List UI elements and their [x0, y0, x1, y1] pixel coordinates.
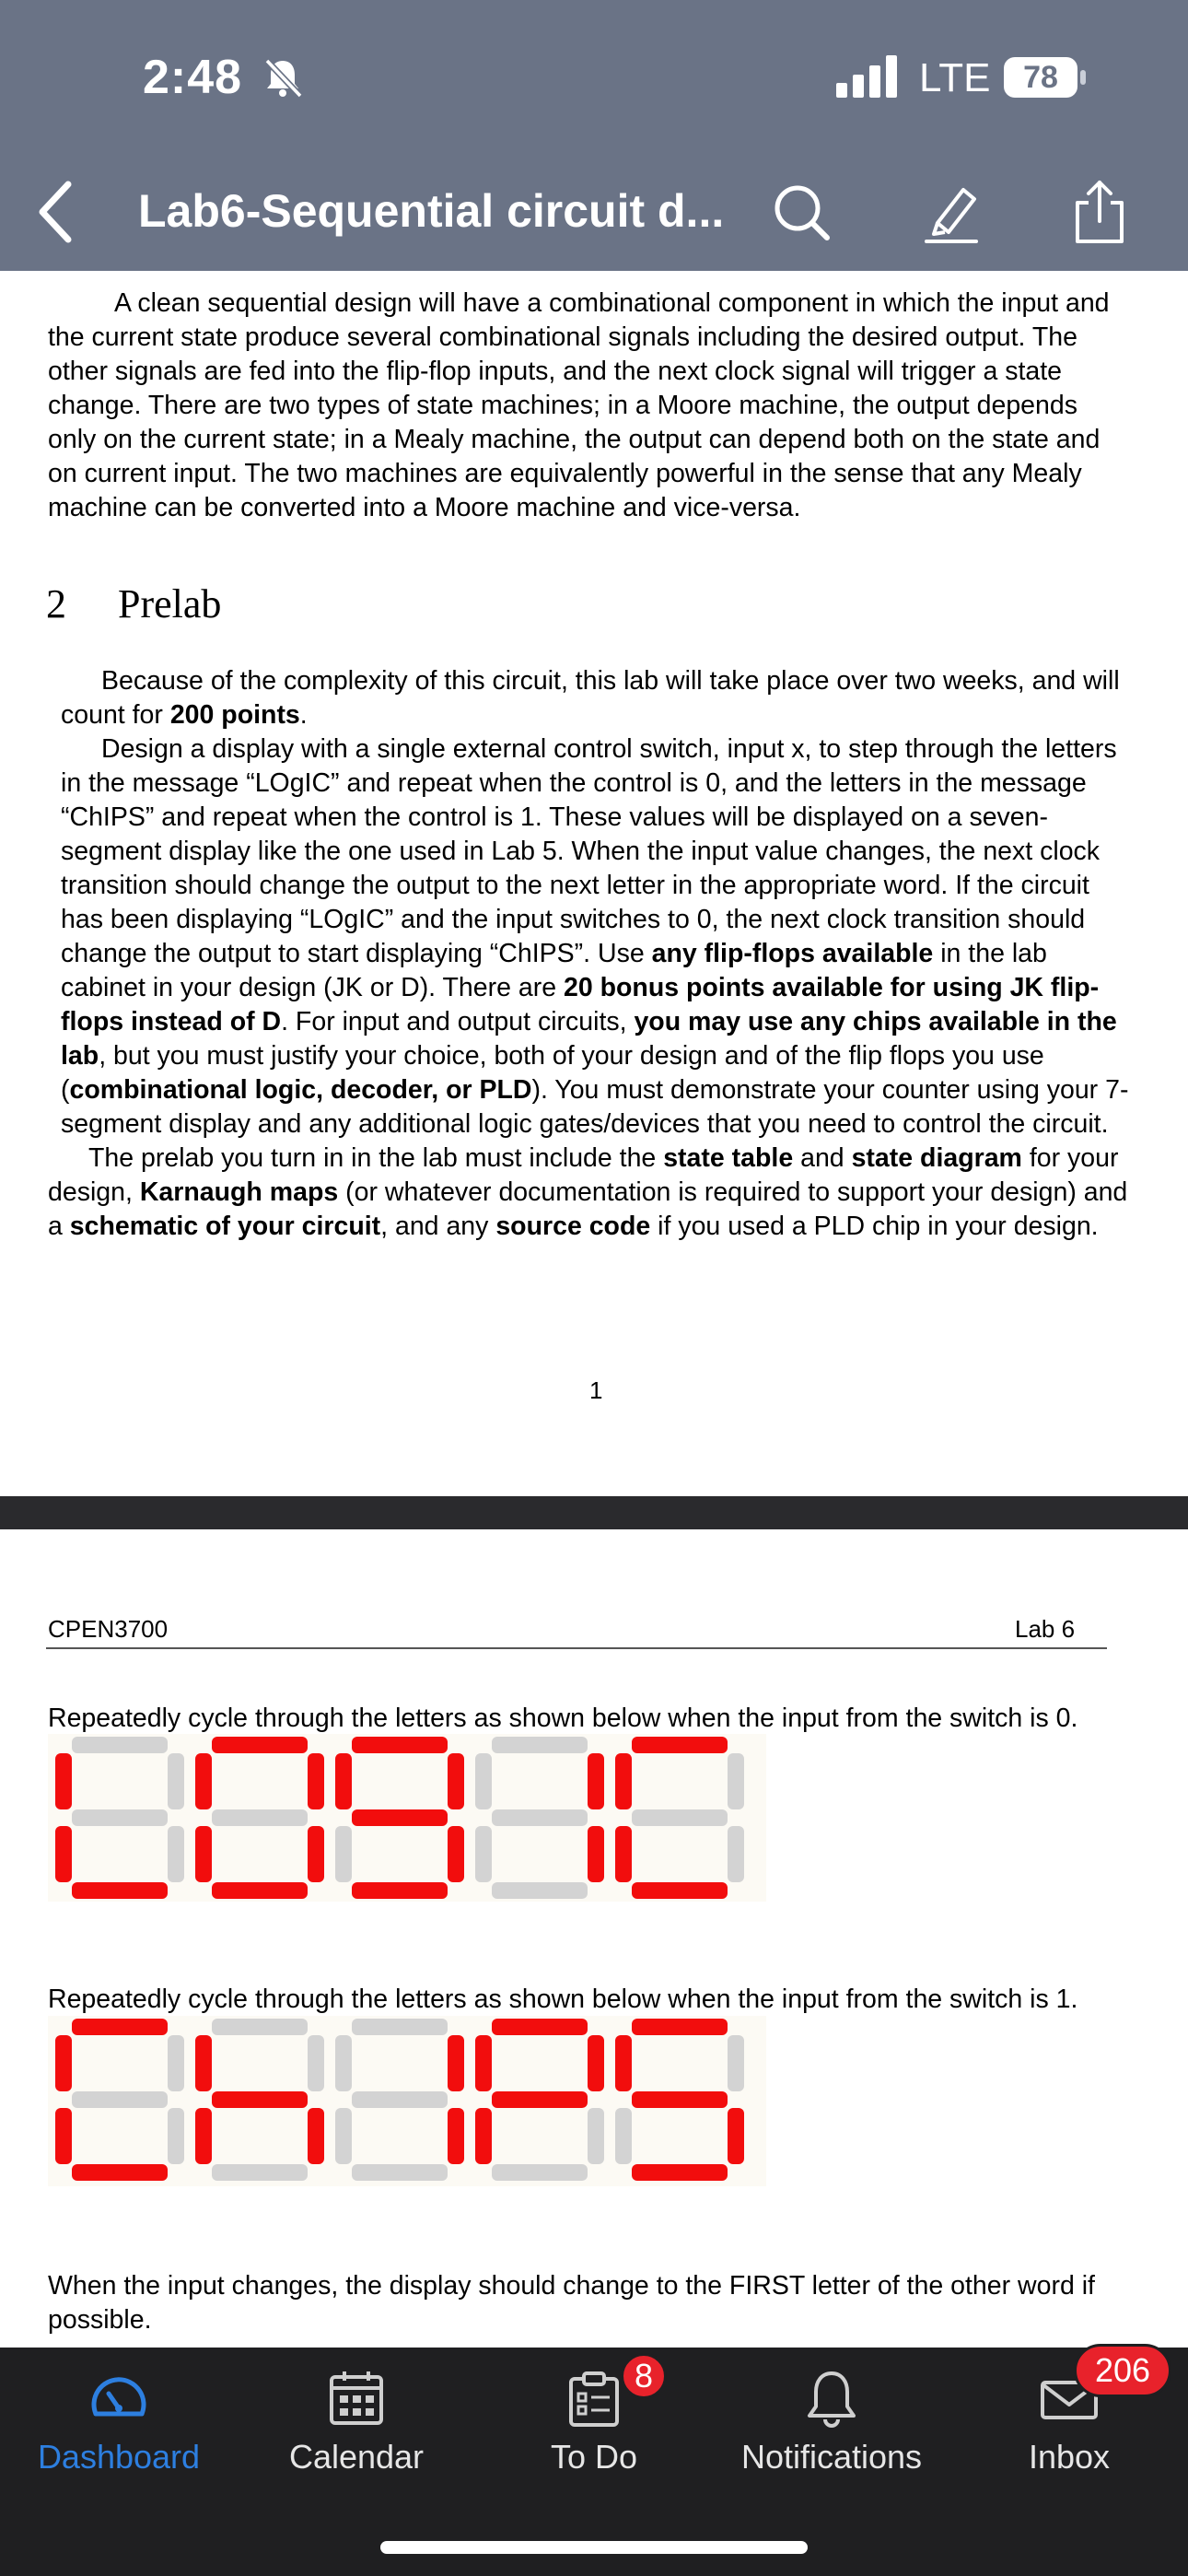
search-icon[interactable] [766, 177, 836, 247]
segment-a [632, 2019, 728, 2035]
segment-b [308, 2035, 324, 2091]
prelab-paragraph-3: The prelab you turn in in the lab must include the state table and state diagram for your design, Karnaugh maps (or whatever documentation is required to support your design) and a schematic of your circuit, and any source code if you used a PLD chip in your design. [48, 1143, 1128, 1241]
segment-f [195, 1753, 212, 1809]
page-number: 1 [589, 1376, 603, 1404]
segment-e [615, 2108, 632, 2164]
prelab-paragraph-2: Design a display with a single external control switch, input x, to step through the letters in the message “LOgIC” and repeat when the control is 0, and the letters in the message “ChIPS” and repeat when the control is 1. These values will be displayed on a seven-segment display like the one used in Lab 5. When the input value changes, the next clock transition should change the output to the next letter in the appropriate word. If the circuit has been displaying “LOgIC” and the input switches to 0, the next clock transition should change the output to start displaying “ChIPS”. Use any flip-flops available in the lab cabinet in your design (JK or D). There are 20 bonus points available for using JK flip-flops instead of D. For input and output circuits, you may use any chips available in the lab, but you must justify your choice, both of your design and of the flip flops you use (combinational logic, decoder, or PLD). You must demonstrate your counter using your 7-segment display and any additional logic gates/devices that you need to control the circuit. [61, 734, 1129, 1139]
segment-f [335, 2035, 352, 2091]
segment-f [55, 2035, 72, 2091]
tab-calendar-label: Calendar [288, 2438, 425, 2476]
home-indicator [380, 2541, 808, 2554]
todo-badge: 8 [621, 2353, 667, 2399]
segment-e [55, 1826, 72, 1882]
prelab-paragraph-1: Because of the complexity of this circuit, this lab will take place over two weeks, and will count for 200 points. [61, 666, 1120, 730]
tab-notifications-label: Notifications [740, 2438, 923, 2476]
segment-c [308, 2108, 324, 2164]
segment-a [632, 1737, 728, 1753]
segment-a [352, 1737, 448, 1753]
segment-f [195, 2035, 212, 2091]
seven-segment-display-logic [48, 1734, 766, 1902]
segment-e [335, 2108, 352, 2164]
segment-c [728, 1826, 744, 1882]
segment-c [448, 2108, 464, 2164]
segment-d [632, 1882, 728, 1899]
segment-f [475, 1753, 492, 1809]
segment-a [72, 1737, 168, 1753]
calendar-icon [324, 2366, 389, 2430]
header-rule [46, 1647, 1107, 1649]
document-page-1 [0, 271, 1188, 1496]
status-time: 2:48 [143, 51, 243, 104]
segment-d [492, 2164, 588, 2181]
caption-input-change: When the input changes, the display should change to the FIRST letter of the other word if possible. [48, 2271, 1095, 2335]
segment-d [72, 2164, 168, 2181]
todo-icon [562, 2366, 626, 2430]
segment-c [168, 1826, 184, 1882]
caption-switch-1: Repeatedly cycle through the letters as shown below when the input from the switch is 1. [48, 1985, 1078, 2014]
segment-b [168, 1753, 184, 1809]
silent-bell-icon [260, 55, 306, 101]
intro-paragraph: A clean sequential design will have a combinational component in which the input and the current state produce several combinational signals including the desired output. The other signals are fed into the flip-flop inputs, and the next clock signal will trigger a state change. There are two types of state machines; in a Moore machine, the output depends only on the current state; in a Mealy machine, the output can depend both on the state and on current input. The two machines are equivalently powerful in the sense that any Mealy machine can be converted into a Moore machine and vice-versa. [48, 288, 1110, 522]
tab-todo-label: To Do [550, 2438, 638, 2476]
segment-a [212, 2019, 308, 2035]
back-chevron-icon[interactable] [28, 177, 83, 247]
segment-c [168, 2108, 184, 2164]
segment-c [308, 1826, 324, 1882]
segment-b [588, 1753, 604, 1809]
seven-segment-display-chips [48, 2016, 766, 2186]
tab-inbox[interactable] [950, 2348, 1188, 2576]
course-header: CPEN3700 [48, 1615, 169, 1643]
segment-c [588, 1826, 604, 1882]
segment-e [475, 2108, 492, 2164]
segment-d [352, 1882, 448, 1899]
segment-g [212, 1809, 308, 1826]
bell-icon [799, 2366, 864, 2430]
segment-e [615, 1826, 632, 1882]
status-bar [0, 0, 1188, 157]
segment-e [475, 1826, 492, 1882]
segment-f [475, 2035, 492, 2091]
lab-header: Lab 6 [1015, 1615, 1076, 1643]
segment-g [72, 2091, 168, 2108]
section-title: Prelab [118, 581, 222, 626]
segment-d [212, 2164, 308, 2181]
segment-g [492, 1809, 588, 1826]
segment-g [492, 2091, 588, 2108]
segment-g [352, 1809, 448, 1826]
signal-icon [836, 55, 901, 98]
segment-c [588, 2108, 604, 2164]
tab-dashboard-label: Dashboard [37, 2438, 201, 2476]
segment-a [492, 1737, 588, 1753]
segment-e [55, 2108, 72, 2164]
page-separator [0, 1496, 1188, 1529]
segment-f [615, 1753, 632, 1809]
segment-e [195, 2108, 212, 2164]
battery-icon [1004, 57, 1085, 98]
segment-c [448, 1826, 464, 1882]
segment-c [728, 2108, 744, 2164]
segment-b [728, 2035, 744, 2091]
inbox-badge: 206 [1074, 2344, 1171, 2397]
segment-g [632, 2091, 728, 2108]
segment-e [195, 1826, 212, 1882]
battery-level: 78 [1023, 60, 1058, 95]
tab-inbox-label: Inbox [1028, 2438, 1111, 2476]
document-page-2 [0, 1529, 1188, 2348]
segment-a [72, 2019, 168, 2035]
segment-b [168, 2035, 184, 2091]
segment-e [335, 1826, 352, 1882]
segment-d [492, 1882, 588, 1899]
segment-b [448, 2035, 464, 2091]
segment-g [352, 2091, 448, 2108]
segment-a [212, 1737, 308, 1753]
segment-d [352, 2164, 448, 2181]
segment-b [308, 1753, 324, 1809]
segment-b [448, 1753, 464, 1809]
segment-g [632, 1809, 728, 1826]
caption-switch-0: Repeatedly cycle through the letters as shown below when the input from the switch is 0. [48, 1704, 1078, 1733]
segment-a [352, 2019, 448, 2035]
document-title: Lab6-Sequential circuit d... [138, 185, 725, 237]
segment-f [55, 1753, 72, 1809]
section-heading [46, 580, 221, 627]
segment-b [588, 2035, 604, 2091]
segment-f [335, 1753, 352, 1809]
dashboard-icon [87, 2366, 151, 2430]
segment-b [728, 1753, 744, 1809]
segment-d [72, 1882, 168, 1899]
segment-g [212, 2091, 308, 2108]
segment-f [615, 2035, 632, 2091]
document-toolbar [0, 157, 1188, 271]
section-number: 2 [46, 581, 66, 626]
segment-d [632, 2164, 728, 2181]
network-type: LTE [919, 55, 991, 100]
tab-dashboard[interactable] [0, 2348, 238, 2576]
segment-d [212, 1882, 308, 1899]
highlighter-icon[interactable] [917, 177, 987, 247]
segment-a [492, 2019, 588, 2035]
share-icon[interactable] [1065, 177, 1135, 247]
segment-g [72, 1809, 168, 1826]
